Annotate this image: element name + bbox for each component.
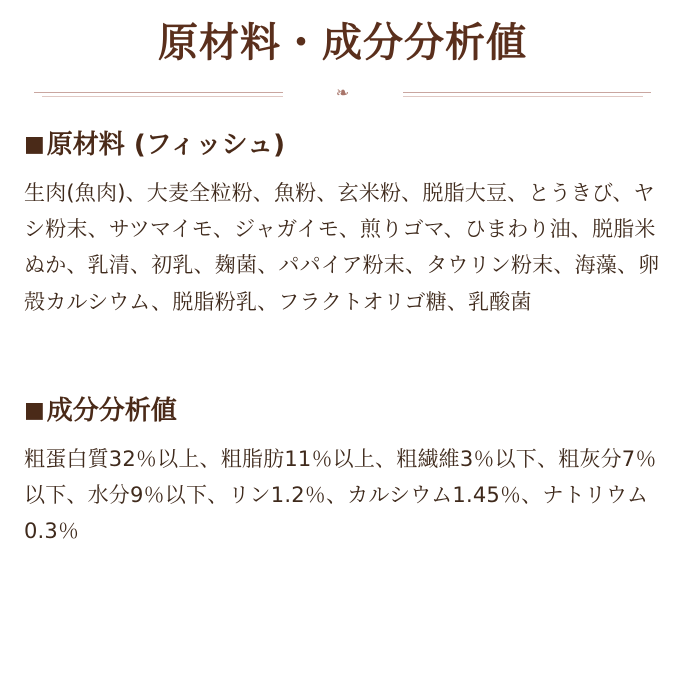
ornamental-divider [34,78,651,108]
section-body-analysis: 粗蛋白質32％以上、粗脂肪11％以上、粗繊維3％以下、粗灰分7％以下、水分9％以下、リン1.2％、カルシウム1.45％、ナトリウム0.3％ [24,446,657,544]
section-ingredients [24,130,661,320]
square-bullet-icon: ■ [24,397,45,423]
section-analysis [24,396,661,550]
section-heading-analysis-label: 成分分析値 [46,395,177,426]
section-heading-ingredients-label: 原材料 (フィッシュ) [46,130,286,160]
section-body-ingredients: 生肉(魚肉)、大麦全粒粉、魚粉、玄米粉、脱脂大豆、とうきび、ヤシ粉末、サツマイモ、ジャガイモ、煎りゴマ、ひまわり油、脱脂米ぬか、乳清、初乳、麹菌、パパイア粉末、タウリン粉末、海藻、卵殻カルシウム、脱脂粉乳、フラクトオリゴ糖、乳酸菌 [24,181,660,314]
section-heading-ingredients [24,130,661,161]
square-bullet-icon: ■ [24,132,45,157]
page-title: 原材料・成分分析値 [158,20,527,66]
section-heading-analysis [24,396,661,427]
flourish-icon: ❧ [283,78,403,108]
document-content [0,108,685,549]
